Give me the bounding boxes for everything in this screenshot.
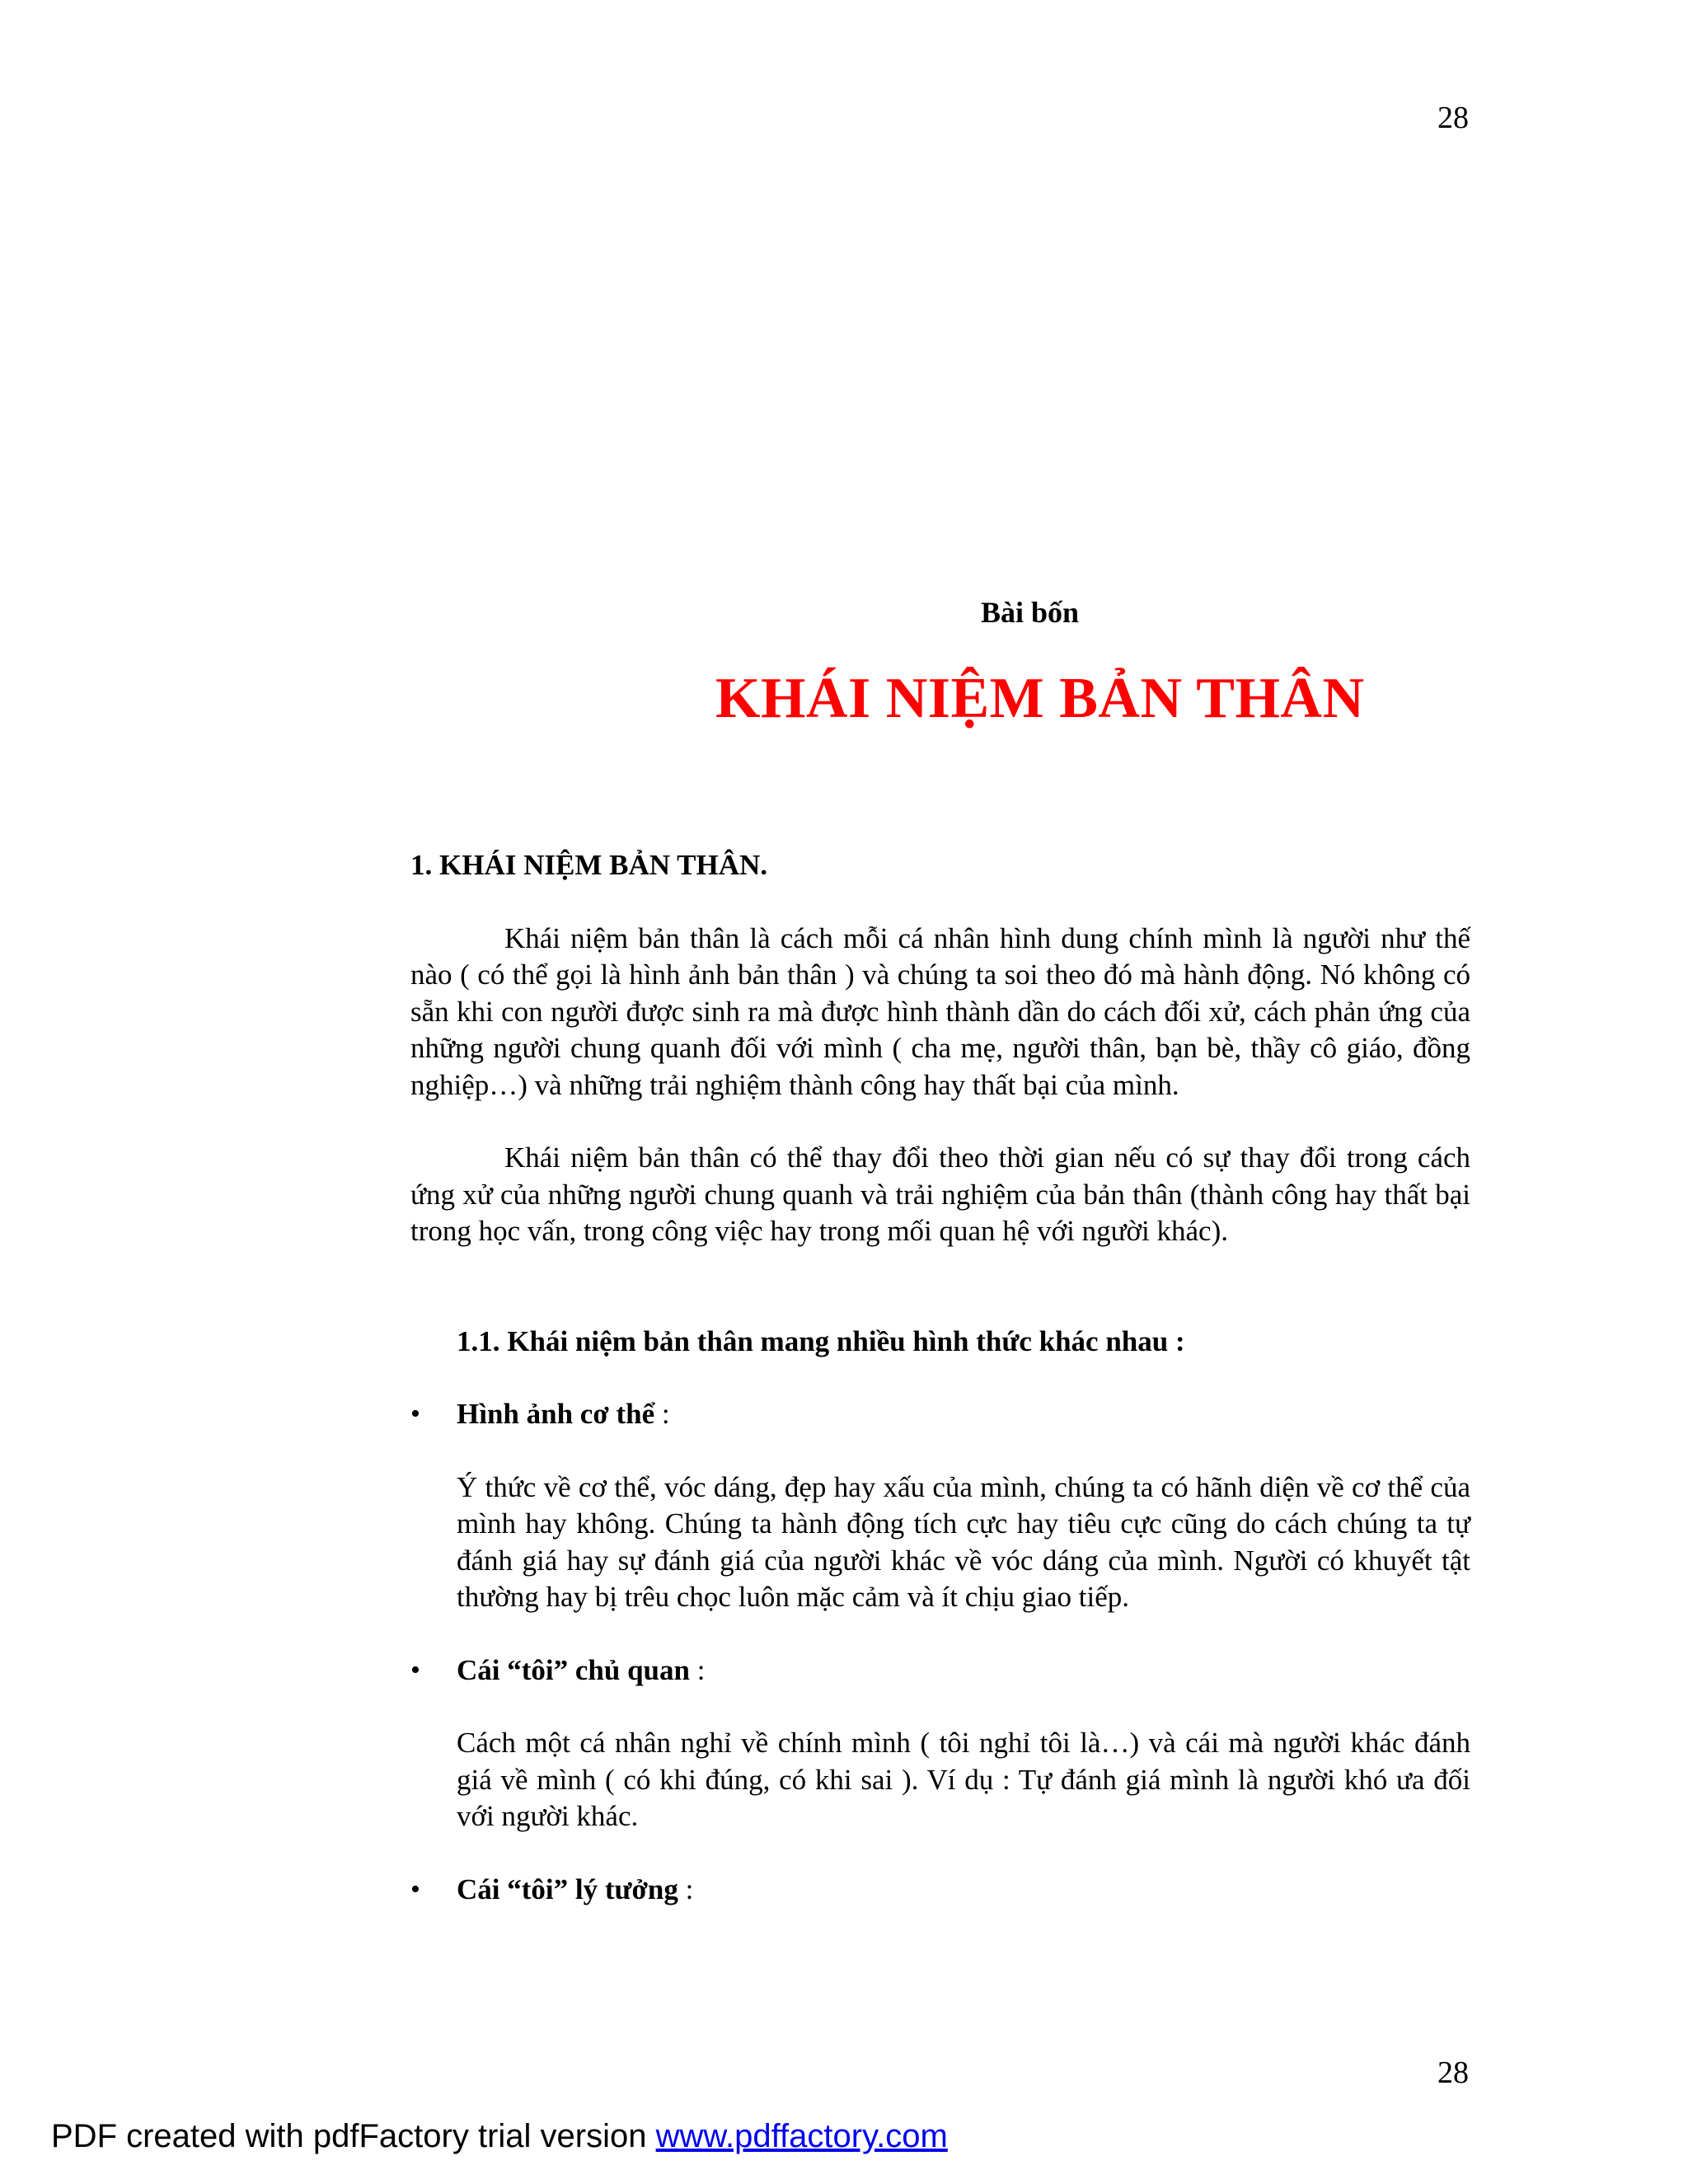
document-content [410,847,1470,1908]
bullet-body: Ý thức về cơ thể, vóc dáng, đẹp hay xấu của mình, chúng ta có hãnh diện về cơ thể của mình hay không. Chúng ta hành động tích cực hay tiêu cực cũng do cách chúng ta tự đánh giá hay sự đánh giá của người khác về vóc dáng của mình. Người có khuyết tật thường hay bị trêu chọc luôn mặc cảm và ít chịu giao tiếp. [457,1470,1470,1613]
bullet-item [410,1396,1470,1616]
footer-text: PDF created with pdfFactory trial version [51,2118,656,2154]
footer-link[interactable]: www.pdffactory.com [655,2118,948,2154]
bullet-title: Cái “tôi” chủ quan [457,1653,690,1686]
bullet-icon: • [410,1399,420,1429]
bullet-colon: : [690,1653,706,1686]
bullet-title: Hình ảnh cơ thể [457,1398,655,1430]
bullet-icon: • [410,1873,420,1905]
pdf-footer-note [51,2120,948,2153]
page-number-top: 28 [1437,101,1469,135]
bullet-icon: • [410,1654,420,1685]
bullet-item [410,1872,1470,1909]
chapter-title: KHÁI NIỆM BẢN THÂN [715,667,1365,730]
paragraph: Khái niệm bản thân có thể thay đổi theo thời gian nếu có sự thay đổi trong cách ứng xử của những người chung quanh và trải nghiệm của bản thân (thành công hay thất bại trong học vấn, trong công việc hay trong mối quan hệ với người khác). [410,1141,1470,1247]
page-number-bottom: 28 [1437,2055,1469,2090]
bullet-body: Cách một cá nhân nghỉ về chính mình ( tôi nghỉ tôi là…) và cái mà người khác đánh giá về mình ( có khi đúng, có khi sai ). Ví dụ : Tự đánh giá mình là người khó ưa đối với người khác. [457,1727,1470,1832]
subsection-heading: 1.1. Khái niệm bản thân mang nhiều hình thức khác nhau : [457,1324,1185,1357]
bullet-heading [457,1396,1470,1433]
bullet-title: Cái “tôi” lý tưởng [457,1872,678,1905]
lesson-label: Bài bốn [981,596,1080,629]
bullet-colon: : [678,1872,694,1905]
bullet-colon: : [654,1398,670,1430]
bullet-heading [457,1872,1470,1909]
bullet-heading [457,1652,1470,1690]
paragraph: Khái niệm bản thân là cách mỗi cá nhân hình dung chính mình là người như thế nào ( có thể gọi là hình ảnh bản thân ) và chúng ta soi theo đó mà hành động. Nó không có sẵn khi con người được sinh ra mà được hình thành dần do cách đối xử, cách phản ứng của những người chung quanh đối với mình ( cha mẹ, người thân, bạn bè, thầy cô giáo, đồng nghiệp…) và những trải nghiệm thành công hay thất bại của mình. [410,921,1470,1101]
bullet-item [410,1652,1470,1835]
section-heading: 1. KHÁI NIỆM BẢN THÂN. [410,849,768,881]
